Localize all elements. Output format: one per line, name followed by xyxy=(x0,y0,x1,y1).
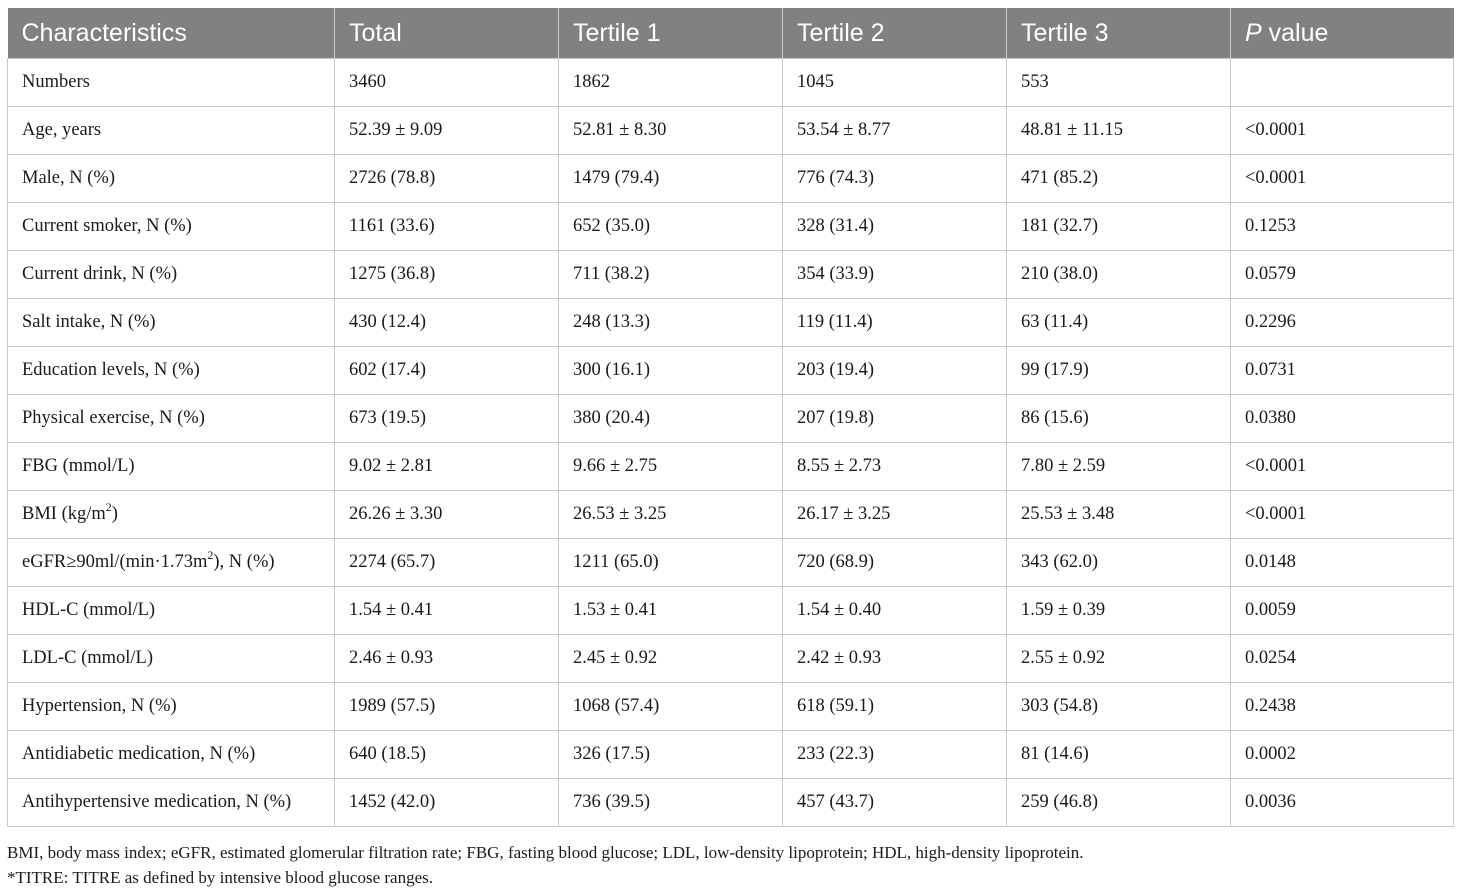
cell-total: 1161 (33.6) xyxy=(335,203,559,251)
cell-total: 2274 (65.7) xyxy=(335,539,559,587)
cell-p-value: <0.0001 xyxy=(1231,155,1454,203)
cell-tertile-1: 711 (38.2) xyxy=(559,251,783,299)
cell-tertile-3: 303 (54.8) xyxy=(1007,683,1231,731)
table-row xyxy=(8,155,1454,203)
table-row xyxy=(8,299,1454,347)
cell-tertile-2: 119 (11.4) xyxy=(783,299,1007,347)
cell-tertile-1: 26.53 ± 3.25 xyxy=(559,491,783,539)
cell-tertile-1: 9.66 ± 2.75 xyxy=(559,443,783,491)
cell-total: 52.39 ± 9.09 xyxy=(335,107,559,155)
cell-tertile-3: 343 (62.0) xyxy=(1007,539,1231,587)
cell-tertile-2: 53.54 ± 8.77 xyxy=(783,107,1007,155)
row-label-superscript: 2 xyxy=(105,499,112,514)
cell-tertile-1: 300 (16.1) xyxy=(559,347,783,395)
table-row xyxy=(8,395,1454,443)
row-label: Current smoker, N (%) xyxy=(8,203,335,251)
cell-tertile-2: 8.55 ± 2.73 xyxy=(783,443,1007,491)
table-row xyxy=(8,251,1454,299)
cell-tertile-2: 776 (74.3) xyxy=(783,155,1007,203)
characteristics-table xyxy=(7,8,1454,827)
table-row xyxy=(8,539,1454,587)
cell-p-value: 0.1253 xyxy=(1231,203,1454,251)
row-label: Antidiabetic medication, N (%) xyxy=(8,731,335,779)
cell-total: 673 (19.5) xyxy=(335,395,559,443)
cell-p-value: 0.0579 xyxy=(1231,251,1454,299)
cell-total: 26.26 ± 3.30 xyxy=(335,491,559,539)
cell-p-value: 0.0254 xyxy=(1231,635,1454,683)
header-total: Total xyxy=(335,8,559,59)
cell-tertile-3: 25.53 ± 3.48 xyxy=(1007,491,1231,539)
cell-p-value: 0.0059 xyxy=(1231,587,1454,635)
cell-tertile-3: 471 (85.2) xyxy=(1007,155,1231,203)
table-row xyxy=(8,203,1454,251)
row-label: Salt intake, N (%) xyxy=(8,299,335,347)
cell-tertile-1: 248 (13.3) xyxy=(559,299,783,347)
cell-total: 2726 (78.8) xyxy=(335,155,559,203)
row-label: Physical exercise, N (%) xyxy=(8,395,335,443)
cell-tertile-1: 1862 xyxy=(559,59,783,107)
cell-tertile-3: 63 (11.4) xyxy=(1007,299,1231,347)
cell-tertile-2: 457 (43.7) xyxy=(783,779,1007,827)
table-row xyxy=(8,107,1454,155)
cell-tertile-3: 259 (46.8) xyxy=(1007,779,1231,827)
cell-p-value: <0.0001 xyxy=(1231,107,1454,155)
cell-tertile-3: 99 (17.9) xyxy=(1007,347,1231,395)
cell-tertile-3: 210 (38.0) xyxy=(1007,251,1231,299)
cell-tertile-3: 2.55 ± 0.92 xyxy=(1007,635,1231,683)
row-label-superscript: 2 xyxy=(207,547,214,562)
cell-tertile-2: 2.42 ± 0.93 xyxy=(783,635,1007,683)
table-row xyxy=(8,347,1454,395)
row-label: Antihypertensive medication, N (%) xyxy=(8,779,335,827)
cell-tertile-3: 48.81 ± 11.15 xyxy=(1007,107,1231,155)
header-p-rest: value xyxy=(1261,18,1329,47)
cell-tertile-1: 1479 (79.4) xyxy=(559,155,783,203)
cell-tertile-2: 1045 xyxy=(783,59,1007,107)
cell-total: 9.02 ± 2.81 xyxy=(335,443,559,491)
cell-total: 2.46 ± 0.93 xyxy=(335,635,559,683)
header-row xyxy=(8,8,1454,59)
table-body xyxy=(8,59,1454,827)
row-label: Education levels, N (%) xyxy=(8,347,335,395)
row-label-text: BMI (kg/m xyxy=(22,504,106,524)
header-tertile-2: Tertile 2 xyxy=(783,8,1007,59)
cell-total: 602 (17.4) xyxy=(335,347,559,395)
row-label: HDL-C (mmol/L) xyxy=(8,587,335,635)
cell-tertile-3: 181 (32.7) xyxy=(1007,203,1231,251)
cell-tertile-2: 354 (33.9) xyxy=(783,251,1007,299)
table-row xyxy=(8,779,1454,827)
table-row xyxy=(8,443,1454,491)
cell-total: 1989 (57.5) xyxy=(335,683,559,731)
cell-tertile-3: 553 xyxy=(1007,59,1231,107)
data-table-container xyxy=(7,8,1453,827)
table-row xyxy=(8,683,1454,731)
footnote-abbreviations: BMI, body mass index; eGFR, estimated glomerular filtration rate; FBG, fasting blood glucose; LDL, low-density lipoprotein; HDL, high-density lipoprotein. xyxy=(7,843,1084,862)
row-label xyxy=(8,539,335,587)
cell-tertile-1: 652 (35.0) xyxy=(559,203,783,251)
cell-tertile-1: 2.45 ± 0.92 xyxy=(559,635,783,683)
row-label: Male, N (%) xyxy=(8,155,335,203)
cell-tertile-3: 81 (14.6) xyxy=(1007,731,1231,779)
cell-tertile-2: 328 (31.4) xyxy=(783,203,1007,251)
cell-p-value: <0.0001 xyxy=(1231,491,1454,539)
header-tertile-3: Tertile 3 xyxy=(1007,8,1231,59)
row-label-suffix: ), N (%) xyxy=(213,552,275,572)
row-label xyxy=(8,491,335,539)
cell-tertile-3: 7.80 ± 2.59 xyxy=(1007,443,1231,491)
table-row xyxy=(8,731,1454,779)
cell-tertile-2: 720 (68.9) xyxy=(783,539,1007,587)
table-row xyxy=(8,635,1454,683)
row-label: Hypertension, N (%) xyxy=(8,683,335,731)
cell-tertile-1: 736 (39.5) xyxy=(559,779,783,827)
table-header xyxy=(8,8,1454,59)
table-row xyxy=(8,59,1454,107)
cell-tertile-2: 618 (59.1) xyxy=(783,683,1007,731)
cell-tertile-2: 203 (19.4) xyxy=(783,347,1007,395)
cell-tertile-1: 1211 (65.0) xyxy=(559,539,783,587)
row-label-text: eGFR≥90ml/(min·1.73m xyxy=(22,552,208,572)
cell-tertile-3: 86 (15.6) xyxy=(1007,395,1231,443)
cell-p-value: 0.2296 xyxy=(1231,299,1454,347)
cell-tertile-2: 26.17 ± 3.25 xyxy=(783,491,1007,539)
cell-p-value: 0.0036 xyxy=(1231,779,1454,827)
row-label: Current drink, N (%) xyxy=(8,251,335,299)
cell-p-value: 0.0002 xyxy=(1231,731,1454,779)
cell-total: 640 (18.5) xyxy=(335,731,559,779)
table-row xyxy=(8,587,1454,635)
cell-total: 1452 (42.0) xyxy=(335,779,559,827)
cell-tertile-3: 1.59 ± 0.39 xyxy=(1007,587,1231,635)
row-label: LDL-C (mmol/L) xyxy=(8,635,335,683)
cell-tertile-2: 207 (19.8) xyxy=(783,395,1007,443)
row-label: Age, years xyxy=(8,107,335,155)
cell-tertile-1: 326 (17.5) xyxy=(559,731,783,779)
table-footnotes xyxy=(7,840,1084,890)
cell-total: 1.54 ± 0.41 xyxy=(335,587,559,635)
cell-tertile-1: 380 (20.4) xyxy=(559,395,783,443)
cell-total: 1275 (36.8) xyxy=(335,251,559,299)
cell-p-value: <0.0001 xyxy=(1231,443,1454,491)
header-p-value xyxy=(1231,8,1454,59)
cell-tertile-2: 1.54 ± 0.40 xyxy=(783,587,1007,635)
row-label-suffix: ) xyxy=(111,504,118,524)
header-p-letter: P xyxy=(1245,18,1262,47)
cell-tertile-1: 1068 (57.4) xyxy=(559,683,783,731)
header-tertile-1: Tertile 1 xyxy=(559,8,783,59)
cell-total: 3460 xyxy=(335,59,559,107)
cell-p-value: 0.2438 xyxy=(1231,683,1454,731)
cell-p-value: 0.0731 xyxy=(1231,347,1454,395)
cell-tertile-1: 52.81 ± 8.30 xyxy=(559,107,783,155)
table-row xyxy=(8,491,1454,539)
row-label: Numbers xyxy=(8,59,335,107)
footnote-titre-definition: *TITRE: TITRE as defined by intensive blood glucose ranges. xyxy=(7,868,434,887)
cell-p-value: 0.0380 xyxy=(1231,395,1454,443)
cell-tertile-1: 1.53 ± 0.41 xyxy=(559,587,783,635)
row-label: FBG (mmol/L) xyxy=(8,443,335,491)
cell-p-value: 0.0148 xyxy=(1231,539,1454,587)
header-characteristics: Characteristics xyxy=(8,8,335,59)
cell-tertile-2: 233 (22.3) xyxy=(783,731,1007,779)
cell-total: 430 (12.4) xyxy=(335,299,559,347)
cell-p-value xyxy=(1231,59,1454,107)
